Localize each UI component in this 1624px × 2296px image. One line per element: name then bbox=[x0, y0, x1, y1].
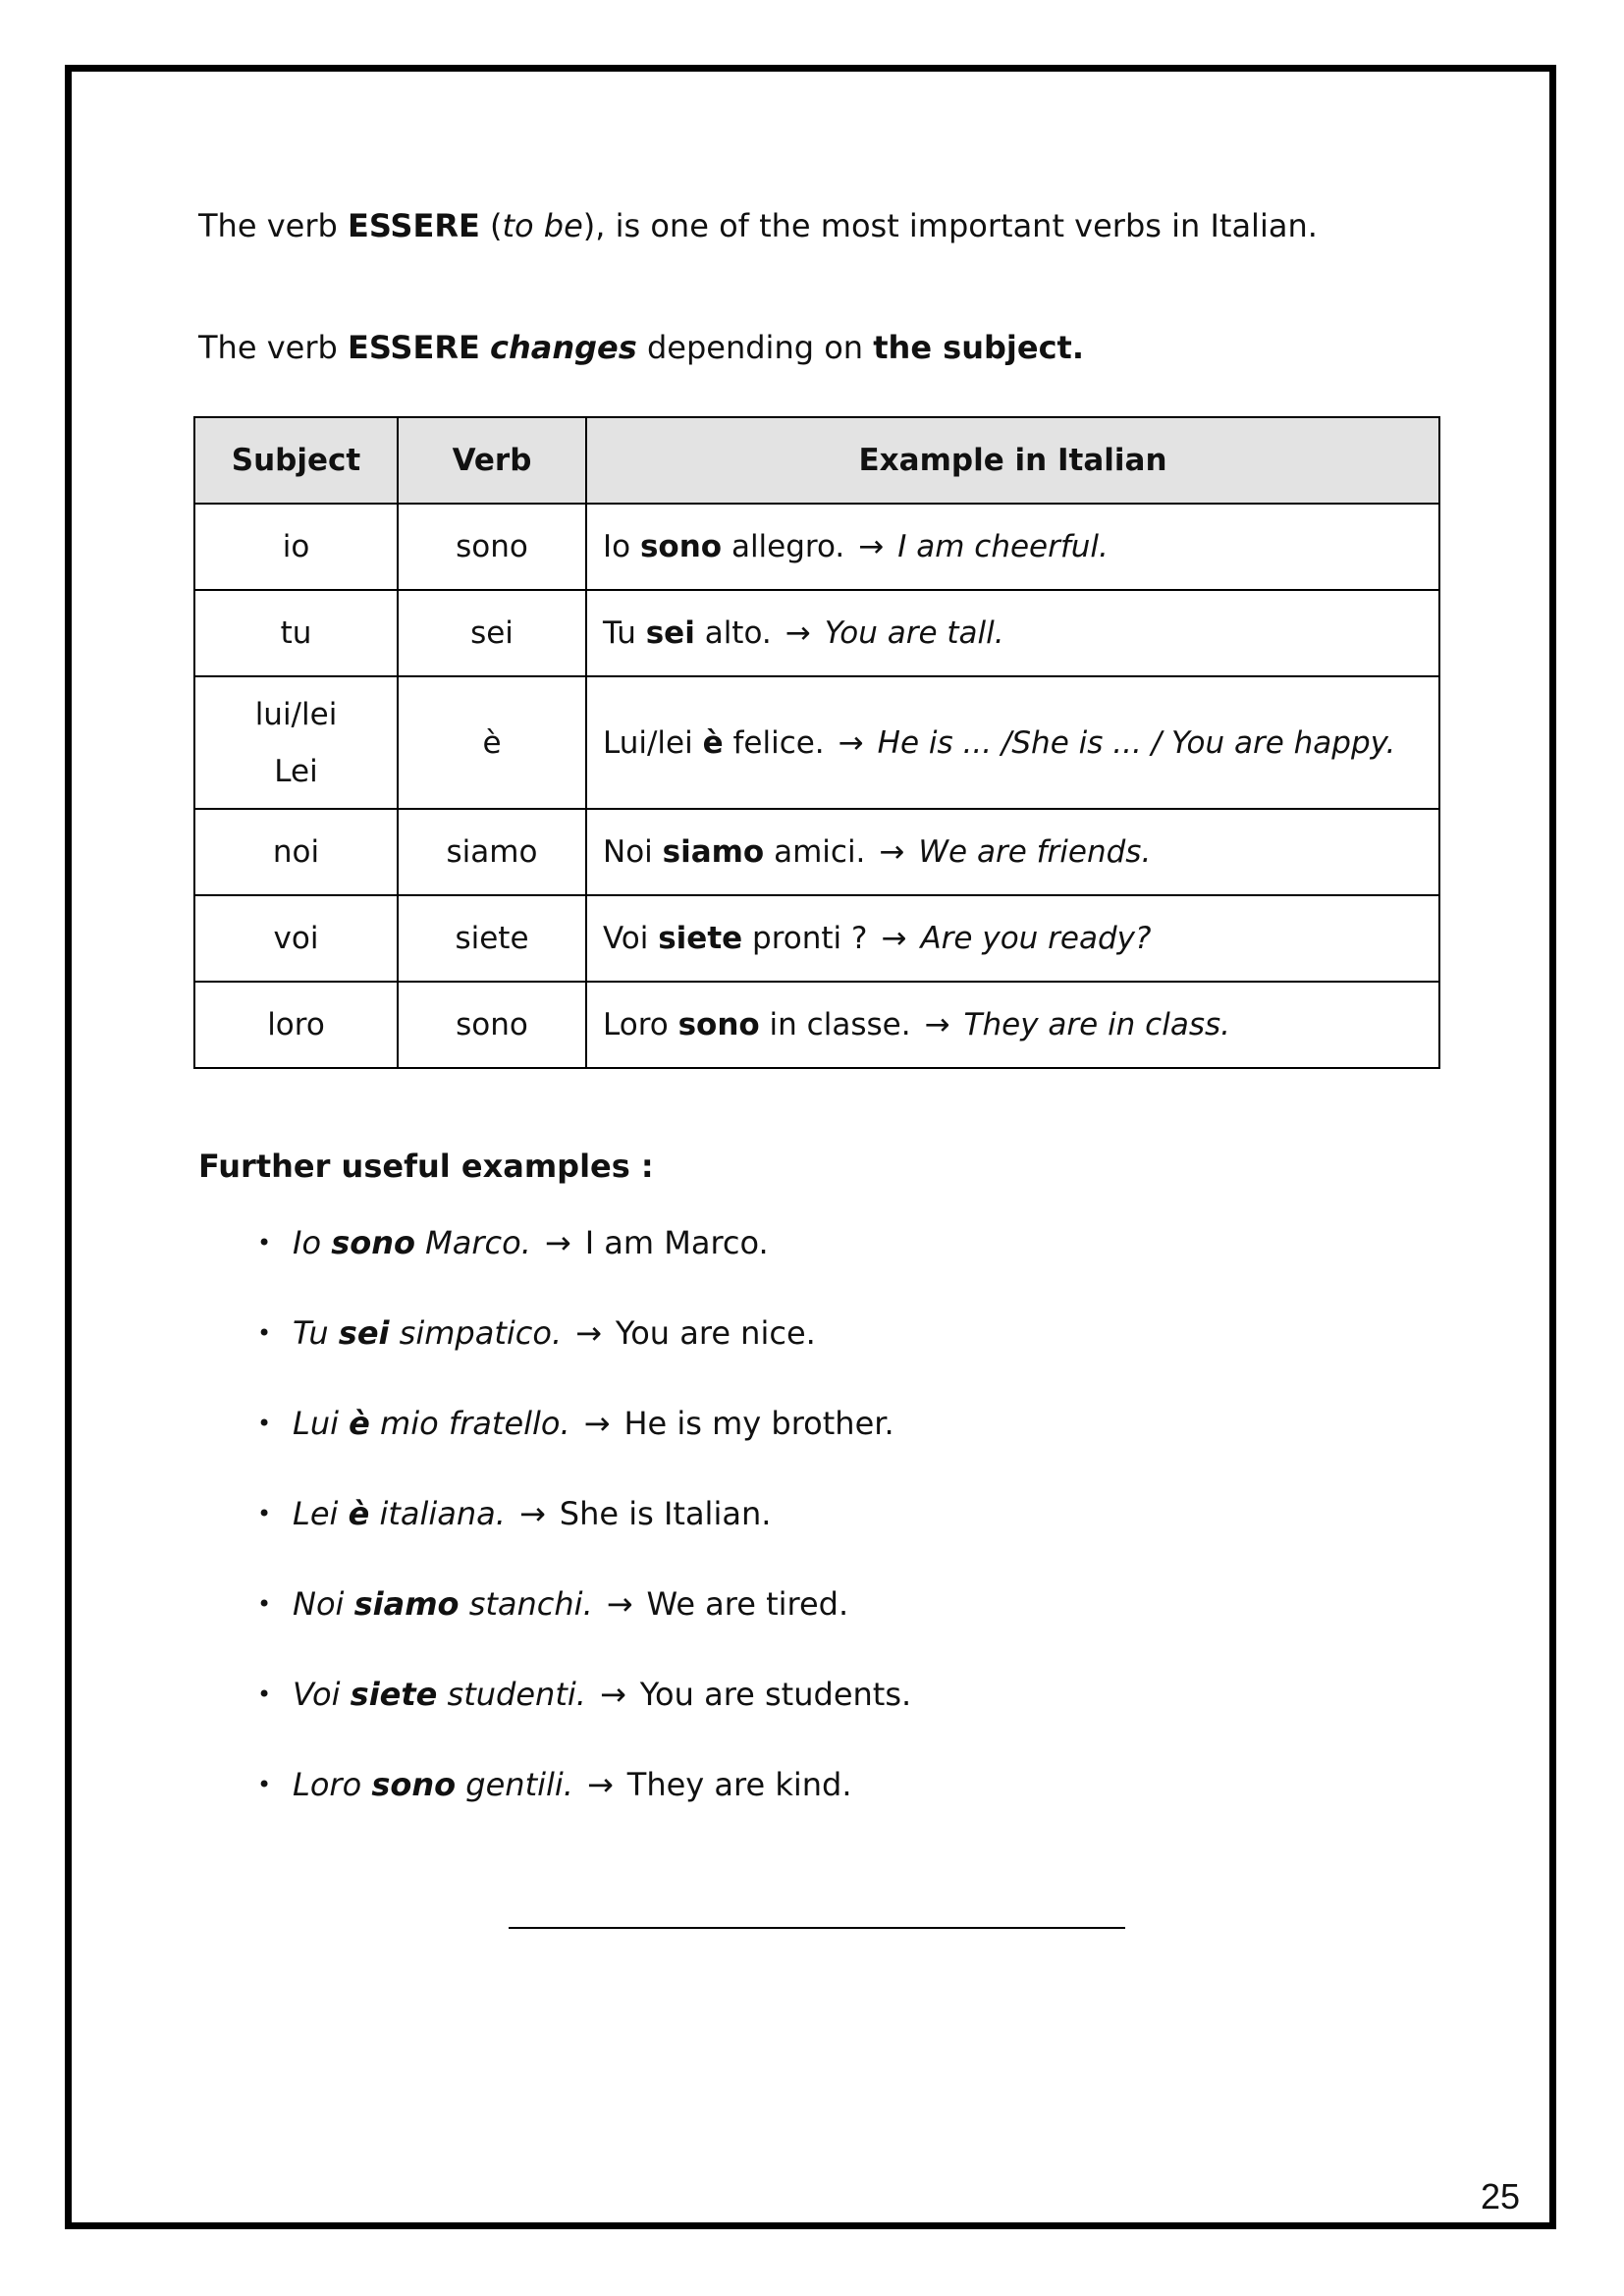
page-number: 25 bbox=[1481, 2176, 1521, 2216]
subject-cell bbox=[194, 676, 398, 809]
arrow-icon: → bbox=[785, 615, 811, 651]
arrow-icon: → bbox=[599, 1676, 626, 1713]
intro-text: ), is one of the most important verbs in Italian. bbox=[582, 207, 1318, 244]
arrow-icon: → bbox=[583, 1405, 611, 1442]
table-row bbox=[194, 809, 1439, 895]
example-translation: You are tall. bbox=[824, 615, 1004, 651]
subject-cell: loro bbox=[194, 982, 398, 1068]
example-text: stanchi. bbox=[459, 1585, 593, 1623]
verb-name: ESSERE bbox=[347, 329, 480, 366]
example-verb: sono bbox=[677, 1007, 760, 1042]
example-text: Io bbox=[293, 1224, 332, 1261]
example-translation: You are students. bbox=[639, 1676, 912, 1713]
verb-cell: è bbox=[398, 676, 586, 809]
example-verb: siamo bbox=[353, 1585, 460, 1623]
intro-paragraph-2 bbox=[198, 328, 1084, 367]
example-verb: è bbox=[349, 1405, 370, 1442]
verb-meaning: to be bbox=[502, 207, 583, 244]
example-cell bbox=[586, 590, 1439, 676]
subject-cell: noi bbox=[194, 809, 398, 895]
subject-cell: tu bbox=[194, 590, 398, 676]
verb-name: ESSERE bbox=[347, 207, 480, 244]
header-subject: Subject bbox=[194, 417, 398, 504]
intro-paragraph-1 bbox=[198, 206, 1318, 245]
conjugation-table bbox=[193, 416, 1440, 1069]
example-translation: He is ... /She is ... / You are happy. bbox=[877, 724, 1396, 761]
example-verb: è bbox=[348, 1495, 370, 1532]
subject-cell: voi bbox=[194, 895, 398, 982]
example-text: felice. bbox=[723, 724, 825, 761]
table-header-row bbox=[194, 417, 1439, 504]
subject-line: Lei bbox=[274, 753, 318, 789]
list-item bbox=[257, 1223, 911, 1313]
arrow-icon: → bbox=[575, 1314, 602, 1352]
list-item bbox=[257, 1584, 911, 1675]
verb-cell: siamo bbox=[398, 809, 586, 895]
further-examples-heading: Further useful examples : bbox=[198, 1148, 654, 1185]
verb-cell: sono bbox=[398, 982, 586, 1068]
example-text: Tu bbox=[603, 615, 646, 651]
example-text: Marco. bbox=[414, 1224, 531, 1261]
emphasis-text: changes bbox=[490, 329, 637, 366]
intro-text: The verb bbox=[198, 207, 348, 244]
example-translation: I am cheerful. bbox=[897, 529, 1109, 564]
arrow-icon: → bbox=[518, 1495, 546, 1532]
arrow-icon: → bbox=[606, 1585, 633, 1623]
example-text: mio fratello. bbox=[369, 1405, 570, 1442]
answer-line bbox=[509, 1927, 1125, 1929]
example-translation: I am Marco. bbox=[584, 1224, 769, 1261]
bullet-icon: • bbox=[257, 1410, 272, 1437]
example-text: Lui bbox=[293, 1405, 350, 1442]
example-translation: They are in class. bbox=[963, 1007, 1230, 1042]
example-text: Noi bbox=[603, 834, 663, 870]
arrow-icon: → bbox=[544, 1224, 571, 1261]
bullet-icon: • bbox=[257, 1319, 272, 1347]
example-text: simpatico. bbox=[389, 1314, 563, 1352]
example-verb: siete bbox=[350, 1676, 438, 1713]
table-row bbox=[194, 895, 1439, 982]
example-verb: sono bbox=[331, 1224, 415, 1261]
example-text: Tu bbox=[293, 1314, 339, 1352]
example-verb: sei bbox=[645, 615, 695, 651]
table-row bbox=[194, 982, 1439, 1068]
example-verb: siete bbox=[658, 921, 743, 956]
subject-line: lui/lei bbox=[254, 696, 338, 732]
example-cell bbox=[586, 676, 1439, 809]
list-item bbox=[257, 1404, 911, 1494]
example-text: Voi bbox=[293, 1676, 351, 1713]
example-text: italiana. bbox=[369, 1495, 506, 1532]
example-text: Noi bbox=[293, 1585, 354, 1623]
arrow-icon: → bbox=[881, 921, 907, 956]
example-text: Loro bbox=[293, 1766, 372, 1803]
example-text: amici. bbox=[764, 834, 866, 870]
example-translation: They are kind. bbox=[626, 1766, 852, 1803]
example-text: Loro bbox=[603, 1007, 678, 1042]
example-verb: sei bbox=[338, 1314, 390, 1352]
arrow-icon: → bbox=[586, 1766, 614, 1803]
example-text: Lei bbox=[293, 1495, 349, 1532]
example-cell bbox=[586, 895, 1439, 982]
example-cell bbox=[586, 504, 1439, 590]
example-text: gentili. bbox=[456, 1766, 573, 1803]
intro-text: The verb bbox=[198, 329, 348, 366]
example-text: Lui/lei bbox=[603, 724, 703, 761]
example-translation: He is my brother. bbox=[623, 1405, 894, 1442]
table-row bbox=[194, 676, 1439, 809]
list-item bbox=[257, 1494, 911, 1584]
example-translation: We are friends. bbox=[918, 834, 1152, 870]
example-text: alto. bbox=[694, 615, 772, 651]
example-verb: è bbox=[702, 724, 724, 761]
arrow-icon: → bbox=[838, 724, 864, 761]
list-item bbox=[257, 1765, 911, 1855]
bullet-icon: • bbox=[257, 1590, 272, 1618]
example-cell bbox=[586, 809, 1439, 895]
example-text: pronti ? bbox=[742, 921, 868, 956]
header-example: Example in Italian bbox=[586, 417, 1439, 504]
example-translation: You are nice. bbox=[615, 1314, 816, 1352]
example-text: allegro. bbox=[722, 529, 845, 564]
list-item bbox=[257, 1313, 911, 1404]
arrow-icon: → bbox=[858, 529, 885, 564]
intro-text: ( bbox=[479, 207, 503, 244]
header-verb: Verb bbox=[398, 417, 586, 504]
example-text: Voi bbox=[603, 921, 659, 956]
subject-cell: io bbox=[194, 504, 398, 590]
verb-cell: siete bbox=[398, 895, 586, 982]
arrow-icon: → bbox=[924, 1007, 950, 1042]
example-text: Io bbox=[603, 529, 640, 564]
table-row bbox=[194, 504, 1439, 590]
example-translation: Are you ready? bbox=[920, 921, 1152, 956]
bullet-icon: • bbox=[257, 1771, 272, 1798]
example-text: studenti. bbox=[437, 1676, 586, 1713]
example-text: in classe. bbox=[759, 1007, 911, 1042]
intro-text: depending on bbox=[636, 329, 874, 366]
verb-cell: sei bbox=[398, 590, 586, 676]
example-translation: We are tired. bbox=[646, 1585, 849, 1623]
list-item bbox=[257, 1675, 911, 1765]
emphasis-text: the subject. bbox=[873, 329, 1084, 366]
example-verb: sono bbox=[639, 529, 723, 564]
example-cell bbox=[586, 982, 1439, 1068]
example-verb: siamo bbox=[662, 834, 765, 870]
arrow-icon: → bbox=[879, 834, 905, 870]
bullet-icon: • bbox=[257, 1229, 272, 1256]
example-verb: sono bbox=[371, 1766, 457, 1803]
table-row bbox=[194, 590, 1439, 676]
verb-cell: sono bbox=[398, 504, 586, 590]
further-examples-list bbox=[257, 1223, 911, 1855]
bullet-icon: • bbox=[257, 1500, 272, 1527]
bullet-icon: • bbox=[257, 1681, 272, 1708]
example-translation: She is Italian. bbox=[559, 1495, 772, 1532]
